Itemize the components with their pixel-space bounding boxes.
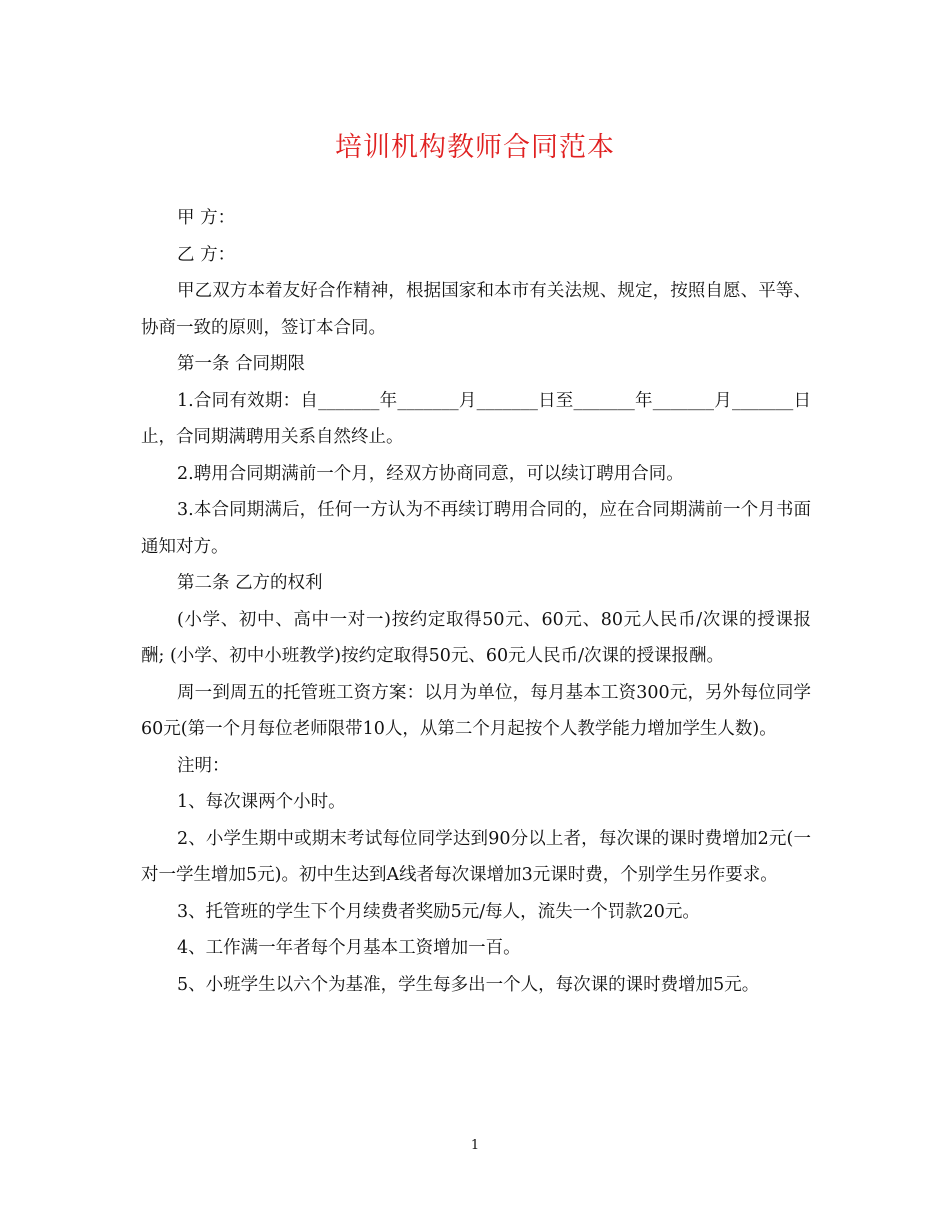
article-1-clause-2: 2.聘用合同期满前一个月，经双方协商同意，可以续订聘用合同。 [177, 463, 684, 484]
note-1: 1、每次课两个小时。 [177, 792, 346, 812]
page-number: 1 [470, 1138, 480, 1153]
note-3: 3、托管班的学生下个月续费者奖励5元/每人，流失一个罚款20元。 [177, 901, 700, 922]
article-2-heading: 第二条 乙方的权利 [177, 573, 323, 593]
notes-heading: 注明： [177, 755, 230, 776]
document-title: 培训机构教师合同范本 [335, 132, 615, 163]
article-1-heading: 第一条 合同期限 [177, 354, 306, 374]
note-5: 5、小班学生以六个为基准，学生每多出一个人，每次课的课时费增加5元。 [177, 974, 760, 995]
note-4: 4、工作满一年者每个月基本工资增加一百。 [177, 938, 521, 958]
document-body [141, 200, 811, 1003]
article-2-daycare-pay: 周一到周五的托管班工资方案：以月为单位，每月基本工资300元，另外每位同学60元(第一个月每位老师限带10人，从第二个月起按个人教学能力增加学生人数)。 [141, 682, 811, 739]
article-2-remuneration: (小学、初中、高中一对一)按约定取得50元、60元、80元人民币/次课的授课报酬; (小学、初中小班教学)按约定取得50元、60元人民币/次课的授课报酬。 [141, 609, 811, 666]
article-1-clause-3: 3.本合同期满后，任何一方认为不再续订聘用合同的，应在合同期满前一个月书面通知对方。 [141, 500, 811, 557]
party-b-line: 乙 方： [177, 244, 236, 265]
article-1-clause-1: 1.合同有效期：自_______年_______月_______日至_______年_______月_______日止，合同期满聘用关系自然终止。 [141, 390, 811, 447]
note-2: 2、小学生期中或期末考试每位同学达到90分以上者，每次课的课时费增加2元(一对一学生增加5元)。初中生达到A线者每次课增加3元课时费，个别学生另作要求。 [141, 828, 811, 885]
preamble-paragraph: 甲乙双方本着友好合作精神，根据国家和本市有关法规、规定，按照自愿、平等、协商一致的原则，签订本合同。 [141, 281, 811, 338]
party-a-line: 甲 方： [177, 208, 236, 228]
